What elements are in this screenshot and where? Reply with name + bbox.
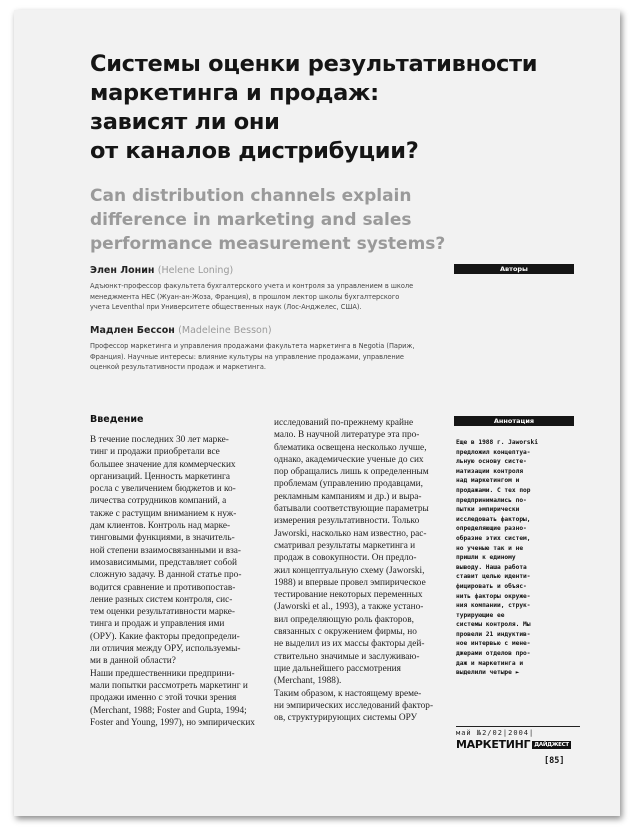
author-1-name: Элен Лонин bbox=[90, 265, 155, 276]
author-2-name: Мадлен Бессон bbox=[90, 325, 175, 336]
abstract-line: матизации контроля bbox=[456, 467, 524, 475]
abstract-line: фицировать и объяс- bbox=[456, 582, 527, 590]
body-line: тинг и продажи приобретали все bbox=[90, 447, 220, 458]
author-1 bbox=[90, 265, 460, 313]
body-line: росла с увеличением бюджетов и ко- bbox=[90, 484, 236, 495]
article-title-en: Can distribution channels explain difference in marketing and sales performance measurement systems? bbox=[90, 186, 446, 254]
body-line: (Jaworski et al., 1993), а также устано- bbox=[274, 602, 424, 613]
body-line: продажи именно с этой точки зрения bbox=[90, 693, 237, 704]
body-line: рекламным кампаниям и др.) и выра- bbox=[274, 491, 422, 502]
body-line: ствительно значимые и заслуживаю- bbox=[274, 651, 420, 662]
body-line: ли отличия между ОРУ, используемы- bbox=[90, 644, 241, 655]
body-line: Foster and Young, 1997), но эмпирических bbox=[90, 717, 255, 728]
abstract-line: льную основу систе- bbox=[456, 458, 527, 466]
body-line: сложную задачу. В данной статье про- bbox=[90, 570, 242, 581]
author-1-desc-line: учета Leventhal при Университете общественных наук (Лос-Анджелес, США). bbox=[90, 303, 362, 312]
body-line: продаж в совокупности. Он предло- bbox=[274, 553, 417, 564]
article-title-ru: Системы оценки результативности маркетинга и продаж: зависят ли они от каналов дистрибуции? bbox=[90, 51, 538, 164]
journal-name-line bbox=[456, 738, 580, 751]
author-2-desc-line: оценкой результативности продаж и маркетинга. bbox=[90, 363, 266, 372]
body-line: организаций. Ценность маркетинга bbox=[90, 471, 230, 482]
body-line: тинговыми функциями, в значитель- bbox=[90, 533, 235, 544]
body-line: вил определяющую роль факторов, bbox=[274, 614, 414, 625]
abstract-line: предложил концептуа- bbox=[456, 448, 531, 456]
author-2-name-line bbox=[90, 325, 460, 336]
body-line: тестирование некоторых переменных bbox=[274, 590, 423, 601]
body-line: ов, структурирующих системы ОРУ bbox=[274, 713, 418, 724]
page-number: [85] bbox=[544, 756, 565, 766]
authors-label: Авторы bbox=[454, 264, 574, 274]
body-line: личества сотрудников компаний, а bbox=[90, 496, 227, 507]
journal-masthead bbox=[456, 726, 580, 751]
abstract-line: Еще в 1988 г. Jaworski bbox=[456, 439, 538, 446]
body-line: Jaworski, насколько нам известно, рас- bbox=[274, 528, 427, 539]
body-line: ни эмпирических исследований фактор- bbox=[274, 700, 434, 711]
abstract-line: нить факторы окруже- bbox=[456, 592, 531, 600]
body-line: не выделил из их массы факторы дей- bbox=[274, 639, 425, 650]
body-line: водится сравнение и противопостав- bbox=[90, 582, 236, 593]
body-line: также с растущим вниманием к нуж- bbox=[90, 508, 237, 519]
author-1-original-name: (Helene Loning) bbox=[157, 265, 234, 276]
body-line: проблемам (управлению продавцами, bbox=[274, 479, 423, 490]
body-line: тем оценки результативности марке- bbox=[90, 607, 236, 618]
journal-tag: ДАЙДЖЕСТ bbox=[534, 742, 569, 748]
author-2-description bbox=[90, 341, 460, 373]
abstract-line: определяющие разно- bbox=[456, 525, 527, 533]
body-line: батывали соответствующие параметры bbox=[274, 504, 429, 515]
abstract-line: продажами. С тех пор bbox=[456, 486, 531, 494]
author-1-name-line bbox=[90, 265, 460, 276]
abstract-line: джерами отделов про- bbox=[456, 650, 531, 658]
body-line: сматривал результаты маркетинга и bbox=[274, 540, 416, 551]
abstract-line: выводу. Наша работа bbox=[456, 563, 527, 571]
section-heading: Введение bbox=[90, 414, 144, 425]
body-line: исследований по-прежнему крайне bbox=[274, 418, 414, 428]
body-line: 1988) и впервые провел эмпирическое bbox=[274, 577, 426, 588]
abstract-line: исследовать факторы, bbox=[456, 515, 531, 523]
abstract-line: ставит целью иденти- bbox=[456, 573, 531, 581]
body-line: имозависимыми, представляет собой bbox=[90, 557, 238, 568]
body-line: щие дальнейшего рассмотрения bbox=[274, 663, 401, 674]
author-2 bbox=[90, 325, 460, 373]
body-column-2 bbox=[274, 417, 438, 724]
abstract-line: образие этих систем, bbox=[456, 534, 531, 542]
body-line: измерения результативности. Только bbox=[274, 516, 420, 527]
body-line: мало. В научной литературе эта про- bbox=[274, 430, 420, 441]
author-2-original-name: (Madeleine Besson) bbox=[178, 325, 272, 336]
abstract-line: над маркетингом и bbox=[456, 477, 520, 485]
body-line: большее значение для коммерческих bbox=[90, 459, 236, 470]
abstract-line: но ученые так и не bbox=[456, 544, 524, 552]
author-2-desc-line: Профессор маркетинга и управления продажами факультета маркетинга в Negotia (Париж, bbox=[90, 342, 415, 350]
abstract-line: предпринимались по- bbox=[456, 496, 527, 504]
body-line: блематика освещена несколько лучше, bbox=[274, 442, 427, 453]
body-line: пор обращались лишь к определенным bbox=[274, 467, 429, 478]
body-line: (ОРУ). Какие факторы предопредели- bbox=[90, 631, 240, 642]
abstract-line: ния компании, струк- bbox=[456, 602, 531, 610]
body-line: ной степени взаимосвязанными и вза- bbox=[90, 545, 241, 556]
body-line: дам клиентов. Контроль над марке- bbox=[90, 521, 231, 532]
body-line: (Merchant, 1988; Foster and Gupta, 1994; bbox=[90, 705, 247, 716]
abstract-line: даж и маркетинга и bbox=[456, 659, 524, 667]
journal-issue: май №2/02|2004| bbox=[456, 726, 580, 737]
body-line: ление разных систем контроля, сис- bbox=[90, 594, 233, 605]
body-column-1 bbox=[90, 434, 254, 729]
abstract-line: пытки эмпирически bbox=[456, 506, 520, 514]
author-1-description bbox=[90, 281, 460, 313]
body-line: ми в данной области? bbox=[90, 656, 176, 667]
body-line: мали попытки рассмотреть маркетинг и bbox=[90, 680, 248, 691]
journal-page bbox=[14, 10, 620, 816]
abstract-text bbox=[456, 438, 576, 678]
body-line: связанных с окружением фирмы, но bbox=[274, 627, 417, 638]
author-1-desc-line: Адъюнкт-профессор факультета бухгалтерского учета и контроля за управлением в школе bbox=[90, 282, 414, 290]
abstract-line: провели 21 индуктив- bbox=[456, 630, 531, 638]
abstract-line: пришли к единому bbox=[456, 554, 516, 562]
abstract-line: системы контроля. Мы bbox=[456, 621, 531, 629]
body-line: В течение последних 30 лет марке- bbox=[90, 435, 229, 445]
body-line: Наши предшественники предприни- bbox=[90, 668, 235, 679]
body-line: жил концептуальную схему (Jaworski, bbox=[274, 565, 425, 576]
author-2-desc-line: Франция). Научные интересы: влияние культуры на управление продажами, управление bbox=[90, 352, 404, 361]
body-line: (Merchant, 1988). bbox=[274, 676, 342, 687]
body-line: однако, академические ученые до сих bbox=[274, 454, 424, 465]
abstract-line: турирующие ее bbox=[456, 611, 505, 619]
abstract-line: выделили четыре ► bbox=[456, 669, 520, 677]
abstract-line: ное интервью с мене- bbox=[456, 640, 531, 648]
body-line: Таким образом, к настоящему време- bbox=[274, 688, 422, 699]
body-line: тинга и продаж и управления ими bbox=[90, 619, 225, 630]
abstract-label: Аннотация bbox=[454, 416, 574, 426]
journal-name: МАРКЕТИНГ bbox=[456, 738, 531, 751]
author-1-desc-line: менеджмента HEC (Жуан-ан-Жоза, Франция), в прошлом лектор школы бухгалтерского bbox=[90, 292, 400, 301]
